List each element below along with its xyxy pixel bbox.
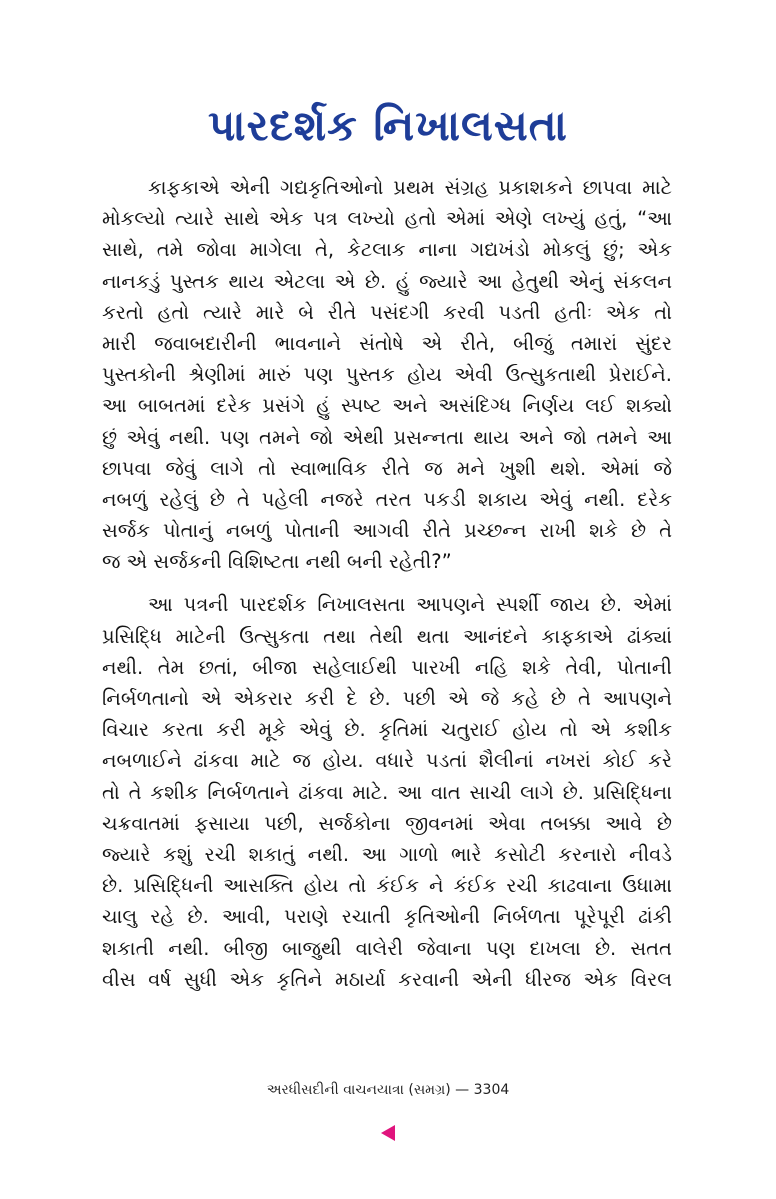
paragraph-1	[102, 172, 672, 577]
text-line: આ પત્રની પારદર્શક નિખાલસતા આપણને સ્પર્શી જાય છે. એમાં	[148, 593, 672, 617]
text-line: સાથે, તમે જોવા માગેલા તે, કેટલાક નાના ગદ્યખંડો મોકલું છું; એક	[102, 238, 672, 262]
page-title: પારદર્શક નિખાલસતા	[208, 101, 568, 150]
text-line: તો તે કશીક નિર્બળતાને ઢાંકવા માટે. આ વાત સાચી લાગે છે. પ્રસિદ્ધિના	[102, 780, 672, 804]
text-line: કાફકાએ એની ગદ્યકૃતિઓનો પ્રથમ સંગ્રહ પ્રકાશકને છાપવા માટે	[148, 176, 672, 199]
text-line: છાપવા જેવું લાગે તો સ્વાભાવિક રીતે જ મને ખુશી થશે. એમાં જે	[102, 456, 672, 480]
text-line: ચક્રવાતમાં ફસાયા પછી, સર્જકોના જીવનમાં એવા તબક્કા આવે છે	[102, 811, 672, 835]
text-line: જ એ સર્જકની વિશિષ્ટતા નથી બની રહેતી?”	[102, 550, 452, 574]
text-line: નાનકડું પુસ્તક થાય એટલા એ છે. હું જ્યારે આ હેતુથી એનું સંકલન	[102, 269, 672, 293]
text-line: જ્યારે કશું રચી શકાતું નથી. આ ગાળો ભારે કસોટી કરનારો નીવડે	[102, 842, 672, 866]
page-footer: અરધીસદીની વાચનયાત્રા (સમગ્ર) — 3304	[266, 1082, 510, 1098]
text-line: વિચાર કરતા કરી મૂકે એવું છે. કૃતિમાં ચતુરાઈ હોય તો એ કશીક	[102, 718, 672, 742]
text-line: નિર્બળતાનો એ એકરાર કરી દે છે. પછી એ જે કહે છે તે આપણને	[102, 687, 672, 710]
text-line: પ્રસિદ્ધિ માટેની ઉત્સુકતા તથા તેથી થતા આનંદને કાફકાએ ઢાંક્યાં	[102, 624, 672, 648]
text-line: મોકલ્યો ત્યારે સાથે એક પત્ર લખ્યો હતો એમાં એણે લખ્યું હતું, “આ	[102, 207, 672, 231]
text-line: મારી જવાબદારીની ભાવનાને સંતોષે એ રીતે, બીજું તમારાં સુંદર	[102, 331, 672, 355]
text-line: નબળાઈને ઢાંકવા માટે જ હોય. વધારે પડતાં શૈલીનાં નખરાં કોઈ કરે	[102, 749, 672, 773]
text-line: છું એવું નથી. પણ તમને જો એથી પ્રસન્નતા થાય અને જો તમને આ	[102, 425, 672, 449]
paragraph-2	[102, 589, 672, 994]
article-body	[102, 172, 672, 995]
text-line: પુસ્તકોની શ્રેણીમાં મારું પણ પુસ્તક હોય એવી ઉત્સુકતાથી પ્રેરાઈને.	[102, 363, 672, 387]
text-line: આ બાબતમાં દરેક પ્રસંગે હું સ્પષ્ટ અને અસંદિગ્ધ નિર્ણય લઈ શક્યો	[102, 394, 672, 418]
text-line: છે. પ્રસિદ્ધિની આસક્તિ હોય તો કંઈક ને કંઈક રચી કાઢવાના ઉધામા	[102, 874, 672, 898]
text-line: નબળું રહેલું છે તે પહેલી નજરે તરત પકડી શકાય એવું નથી. દરેક	[102, 487, 672, 511]
text-line: કરતો હતો ત્યારે મારે બે રીતે પસંદગી કરવી પડતી હતીઃ એક તો	[102, 300, 672, 324]
previous-page-icon[interactable]	[381, 1125, 395, 1141]
text-line: નથી. તેમ છતાં, બીજા સહેલાઈથી પારખી નહિ શકે તેવી, પોતાની	[102, 655, 672, 679]
text-line: સર્જક પોતાનું નબળું પોતાની આગવી રીતે પ્રચ્છન્ન રાખી શકે છે તે	[102, 519, 672, 543]
text-line: ચાલુ રહે છે. આવી, પરાણે રચાતી કૃતિઓની નિર્બળતા પૂરેપૂરી ઢાંકી	[102, 905, 672, 929]
text-line: વીસ વર્ષ સુધી એક કૃતિને મઠાર્યા કરવાની એની ધીરજ એક વિરલ	[102, 967, 672, 991]
text-line: શકાતી નથી. બીજી બાજુથી વાલેરી જેવાના પણ દાખલા છે. સતત	[102, 936, 672, 960]
